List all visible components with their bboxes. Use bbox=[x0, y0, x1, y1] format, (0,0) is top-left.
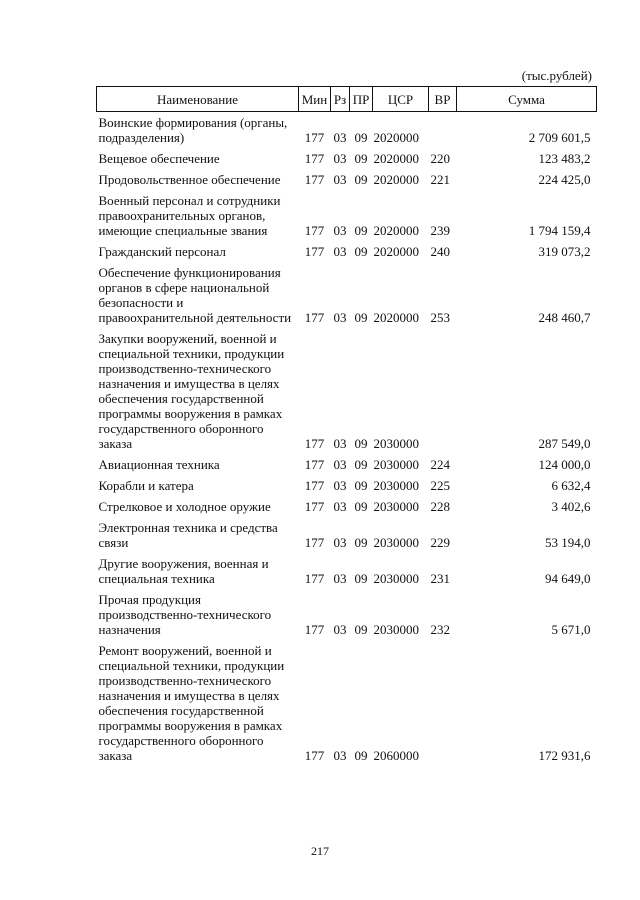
cell-min: 177 bbox=[304, 436, 325, 451]
cell-vr: 228 bbox=[430, 499, 450, 514]
cell-rz: 03 bbox=[333, 310, 347, 325]
cell-rz: 03 bbox=[333, 748, 347, 763]
budget-table bbox=[96, 86, 597, 766]
cell-sum: 248 460,7 bbox=[538, 310, 591, 325]
header-rz: Рз bbox=[331, 87, 350, 112]
table-row bbox=[97, 148, 597, 169]
table-row bbox=[97, 190, 597, 241]
cell-min: 177 bbox=[304, 457, 325, 472]
cell-sum: 124 000,0 bbox=[538, 457, 591, 472]
cell-name: Корабли и катера bbox=[98, 478, 194, 493]
table-row bbox=[97, 454, 597, 475]
cell-csr: 2020000 bbox=[373, 130, 419, 145]
cell-sum: 5 671,0 bbox=[551, 622, 591, 637]
cell-vr: 225 bbox=[430, 478, 450, 493]
table-row bbox=[97, 553, 597, 589]
cell-sum: 6 632,4 bbox=[551, 478, 591, 493]
cell-vr: 229 bbox=[430, 535, 450, 550]
cell-min: 177 bbox=[304, 172, 325, 187]
cell-rz: 03 bbox=[333, 571, 347, 586]
cell-min: 177 bbox=[304, 478, 325, 493]
cell-min: 177 bbox=[304, 130, 325, 145]
cell-csr: 2020000 bbox=[373, 223, 419, 238]
cell-name: Продовольственное обеспечение bbox=[98, 172, 281, 187]
cell-name: Гражданский персонал bbox=[98, 244, 226, 259]
cell-rz: 03 bbox=[333, 130, 347, 145]
table-row bbox=[97, 262, 597, 328]
cell-sum: 1 794 159,4 bbox=[528, 223, 591, 238]
cell-csr: 2030000 bbox=[373, 535, 419, 550]
cell-sum: 287 549,0 bbox=[538, 436, 591, 451]
cell-name: Обеспечение функционирования органов в сфере национальной безопасности и правоохранительной деятельности bbox=[98, 265, 292, 325]
cell-min: 177 bbox=[304, 748, 325, 763]
units-label: (тыс.рублей) bbox=[521, 68, 592, 83]
cell-min: 177 bbox=[304, 622, 325, 637]
cell-sum: 2 709 601,5 bbox=[528, 130, 591, 145]
cell-rz: 03 bbox=[333, 499, 347, 514]
table-row bbox=[97, 640, 597, 766]
cell-rz: 03 bbox=[333, 151, 347, 166]
cell-csr: 2030000 bbox=[373, 499, 419, 514]
cell-csr: 2030000 bbox=[373, 478, 419, 493]
cell-pr: 09 bbox=[354, 172, 368, 187]
cell-name: Другие вооружения, военная и специальная техника bbox=[98, 556, 269, 586]
cell-name: Военный персонал и сотрудники правоохранительных органов, имеющие специальные звания bbox=[98, 193, 281, 238]
cell-pr: 09 bbox=[354, 478, 368, 493]
cell-csr: 2060000 bbox=[373, 748, 419, 763]
cell-vr: 224 bbox=[430, 457, 450, 472]
cell-name: Ремонт вооружений, военной и специальной техники, продукции производственно-технического назначения и имущества в целях обеспечения государственной программы вооружения в рамках государственного оборонного заказа bbox=[98, 643, 285, 763]
cell-min: 177 bbox=[304, 535, 325, 550]
cell-rz: 03 bbox=[333, 478, 347, 493]
cell-rz: 03 bbox=[333, 622, 347, 637]
table-row bbox=[97, 112, 597, 149]
cell-sum: 319 073,2 bbox=[538, 244, 591, 259]
cell-sum: 3 402,6 bbox=[551, 499, 591, 514]
cell-min: 177 bbox=[304, 223, 325, 238]
cell-csr: 2030000 bbox=[373, 622, 419, 637]
cell-vr bbox=[429, 112, 457, 149]
cell-sum: 172 931,6 bbox=[538, 748, 591, 763]
cell-name: Авиационная техника bbox=[98, 457, 220, 472]
cell-pr: 09 bbox=[354, 310, 368, 325]
cell-name: Электронная техника и средства связи bbox=[98, 520, 278, 550]
cell-min: 177 bbox=[304, 244, 325, 259]
header-min: Мин bbox=[299, 87, 331, 112]
cell-vr bbox=[429, 640, 457, 766]
cell-sum: 94 649,0 bbox=[545, 571, 591, 586]
table-header-row bbox=[97, 87, 597, 112]
cell-vr: 253 bbox=[430, 310, 450, 325]
cell-sum: 53 194,0 bbox=[545, 535, 591, 550]
cell-csr: 2020000 bbox=[373, 151, 419, 166]
cell-name: Прочая продукция производственно-технического назначения bbox=[98, 592, 272, 637]
cell-csr: 2030000 bbox=[373, 457, 419, 472]
cell-pr: 09 bbox=[354, 457, 368, 472]
cell-rz: 03 bbox=[333, 244, 347, 259]
cell-vr: 220 bbox=[430, 151, 450, 166]
cell-pr: 09 bbox=[354, 244, 368, 259]
cell-vr bbox=[429, 328, 457, 454]
cell-name: Воинские формирования (органы, подразделения) bbox=[98, 115, 288, 145]
cell-vr: 239 bbox=[430, 223, 450, 238]
cell-csr: 2030000 bbox=[373, 571, 419, 586]
header-name: Наименование bbox=[97, 87, 299, 112]
cell-rz: 03 bbox=[333, 436, 347, 451]
cell-vr: 231 bbox=[430, 571, 450, 586]
cell-csr: 2020000 bbox=[373, 310, 419, 325]
cell-rz: 03 bbox=[333, 172, 347, 187]
cell-pr: 09 bbox=[354, 535, 368, 550]
cell-pr: 09 bbox=[354, 499, 368, 514]
table-row bbox=[97, 517, 597, 553]
header-sum: Сумма bbox=[457, 87, 597, 112]
cell-vr: 232 bbox=[430, 622, 450, 637]
cell-csr: 2020000 bbox=[373, 172, 419, 187]
cell-min: 177 bbox=[304, 151, 325, 166]
cell-csr: 2030000 bbox=[373, 436, 419, 451]
cell-name: Вещевое обеспечение bbox=[98, 151, 220, 166]
cell-min: 177 bbox=[304, 310, 325, 325]
table-row bbox=[97, 496, 597, 517]
cell-vr: 240 bbox=[430, 244, 450, 259]
cell-sum: 224 425,0 bbox=[538, 172, 591, 187]
header-csr: ЦСР bbox=[373, 87, 429, 112]
table-row bbox=[97, 328, 597, 454]
header-pr: ПР bbox=[350, 87, 373, 112]
cell-min: 177 bbox=[304, 499, 325, 514]
table-row bbox=[97, 241, 597, 262]
table-row bbox=[97, 589, 597, 640]
header-vr: ВР bbox=[429, 87, 457, 112]
table-body bbox=[97, 112, 597, 767]
table-row bbox=[97, 169, 597, 190]
cell-pr: 09 bbox=[354, 223, 368, 238]
cell-csr: 2020000 bbox=[373, 244, 419, 259]
cell-rz: 03 bbox=[333, 223, 347, 238]
cell-pr: 09 bbox=[354, 622, 368, 637]
cell-min: 177 bbox=[304, 571, 325, 586]
cell-vr: 221 bbox=[430, 172, 450, 187]
cell-pr: 09 bbox=[354, 130, 368, 145]
cell-pr: 09 bbox=[354, 151, 368, 166]
cell-pr: 09 bbox=[354, 571, 368, 586]
cell-sum: 123 483,2 bbox=[538, 151, 591, 166]
cell-rz: 03 bbox=[333, 535, 347, 550]
cell-pr: 09 bbox=[354, 748, 368, 763]
cell-name: Стрелковое и холодное оружие bbox=[98, 499, 271, 514]
cell-pr: 09 bbox=[354, 436, 368, 451]
cell-rz: 03 bbox=[333, 457, 347, 472]
cell-name: Закупки вооружений, военной и специальной техники, продукции производственно-технического назначения и имущества в целях обеспечения государственной программы вооружения в рамках государственного оборонного заказа bbox=[98, 331, 285, 451]
page-number: 217 bbox=[311, 844, 329, 858]
table-row bbox=[97, 475, 597, 496]
